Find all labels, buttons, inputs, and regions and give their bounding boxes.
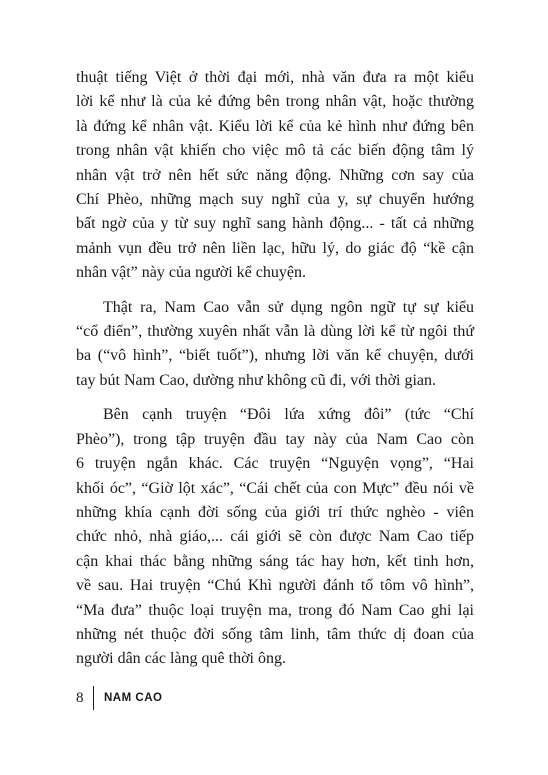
text-line: lời kể như là của kẻ đứng bên trong nhân vật, hoặc thường	[76, 93, 474, 111]
text-line: Chí Phèo, những mạch suy nghĩ của y, sự chuyển hướng	[76, 191, 474, 209]
body-text	[76, 66, 474, 682]
text-line: Thật ra, Nam Cao vẫn sử dụng ngôn ngữ tự sự kiểu	[103, 298, 474, 316]
text-line: thuật tiếng Việt ở thời đại mới, nhà văn đưa ra một kiểu	[76, 69, 474, 86]
text-line: Bên cạnh truyện “Đôi lứa xứng đôi” (tức “Chí	[103, 406, 474, 424]
text-line: khối óc”, “Giờ lột xác”, “Cái chết của con Mực” đều nói về	[76, 479, 474, 497]
text-line: là đứng kể nhân vật. Kiểu lời kể của kẻ hình như đứng bên	[76, 117, 474, 135]
text-line: “cổ điển”, thường xuyên nhất vẫn là dùng lời kể từ ngôi thứ	[76, 323, 474, 341]
page-number: 8	[76, 689, 84, 706]
page-footer	[76, 686, 162, 710]
text-line: cận khai thác bằng những sáng tác hay hơn, kết tinh hơn,	[76, 552, 474, 570]
text-line: nhân vật trở nên hết sức năng động. Những cơn say của	[76, 166, 474, 184]
paragraph-2	[76, 296, 474, 394]
paragraph-3	[76, 403, 474, 671]
text-line: những nét thuộc đời sống tâm linh, tâm thức dị đoan của	[76, 625, 474, 643]
text-line: tay bút Nam Cao, dường như không cũ đi, với thời gian.	[76, 371, 437, 389]
text-line: những khía cạnh đời sống của giới trí thức nghèo - viên	[76, 503, 474, 521]
text-line: bất ngờ của y từ suy nghĩ sang hành động... - tất cả những	[76, 215, 474, 233]
footer-divider	[93, 686, 95, 710]
text-line: “Ma đưa” thuộc loại truyện ma, trong đó Nam Cao ghi lại	[76, 601, 474, 619]
running-header-author: NAM CAO	[104, 692, 163, 704]
text-line: người dân các làng quê thời ông.	[76, 650, 286, 668]
text-line: về sau. Hai truyện “Chú Khì người đánh tổ tôm vô hình”,	[76, 577, 474, 595]
text-line: nhân vật” này của người kể chuyện.	[76, 264, 306, 282]
text-line: mảnh vụn đều trở nên liền lạc, hữu lý, do giác độ “kề cận	[76, 239, 474, 257]
text-line: ba (“vô hình”, “biết tuốt”), nhưng lời văn kể chuyện, dưới	[76, 347, 474, 365]
text-line: Phèo”), trong tập truyện đầu tay này của Nam Cao còn	[76, 430, 474, 448]
text-line: trong nhân vật khiến cho việc mô tả các biến động tâm lý	[76, 142, 474, 160]
paragraph-1	[76, 66, 474, 286]
text-line: 6 truyện ngắn khác. Các truyện “Nguyện vọng”, “Hai	[76, 455, 474, 473]
text-line: chức nhỏ, nhà giáo,... cái giới sẽ còn được Nam Cao tiếp	[76, 528, 474, 546]
